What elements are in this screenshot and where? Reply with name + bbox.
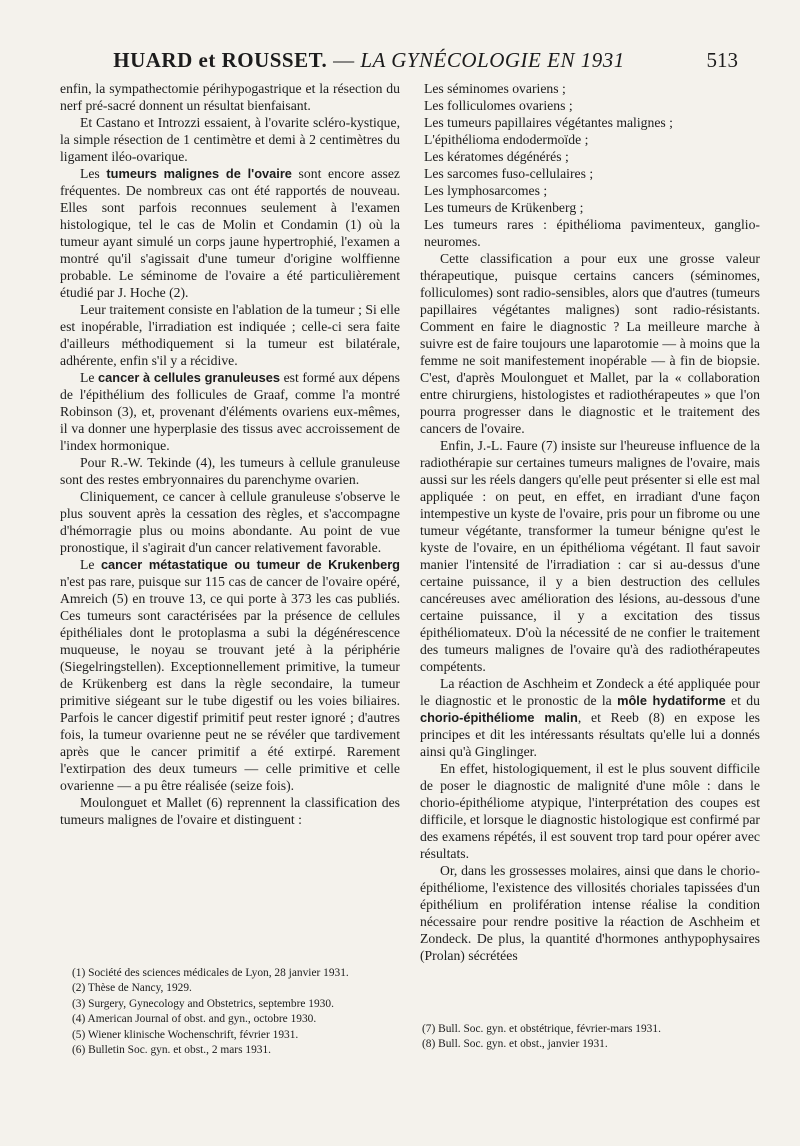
header-journal: LA GYNÉCOLOGIE EN 1931 <box>360 48 625 72</box>
running-header <box>60 48 738 78</box>
paragraph: La réaction de Aschheim et Zondeck a été appliquée pour le diagnostic et le pronostic de la môle hydatiforme et du chorio-épithéliome malin, et Reeb (8) en expose les principes et dit les intéressants résultats qu'elle lui a donnés ainsi qu'à Ginglinger. <box>420 676 761 759</box>
list-item: Les folliculomes ovariens ; <box>424 98 573 113</box>
list-item: Les lymphosarcomes ; <box>424 183 548 198</box>
list-item: Les tumeurs de Krükenberg ; <box>424 200 584 215</box>
paragraph: Et Castano et Introzzi essaient, à l'ovarite scléro-kystique, la simple résection de 1 centimètre et demi à 2 centimètres du ligament iléo-ovarique. <box>60 115 400 164</box>
footnote: (5) Wiener klinische Wochenschrift, février 1931. <box>72 1028 299 1041</box>
list-item: Les sarcomes fuso-cellulaires ; <box>424 166 594 181</box>
list-item: Les séminomes ovariens ; <box>424 81 566 96</box>
footnote: (3) Surgery, Gynecology and Obstetrics, septembre 1930. <box>72 997 334 1010</box>
paragraph: Le cancer à cellules granuleuses est formé aux dépens de l'épithélium des follicules de Graaf, comme l'a montré Robinson (3), et, provenant d'éléments ovariens eux-mêmes, il va donner une hyperplasie des tissus avec accroissement de l'index hormonique. <box>60 370 401 453</box>
header-authors: HUARD et ROUSSET. <box>113 48 328 72</box>
right-column <box>420 80 760 964</box>
paragraph: enfin, la sympathectomie périhypogastrique et la résection du nerf pré-sacré donnent un résultat bienfaisant. <box>60 81 400 113</box>
paragraph: Moulonguet et Mallet (6) reprennent la classification des tumeurs malignes de l'ovaire et distinguent : <box>60 795 400 827</box>
footnotes-left <box>72 966 412 1058</box>
footnote: (2) Thèse de Nancy, 1929. <box>72 982 192 995</box>
list-item: Les tumeurs papillaires végétantes malignes ; <box>424 115 673 130</box>
paragraph: En effet, histologiquement, il est le plus souvent difficile de poser le diagnostic de malignité d'une môle : dans le chorio-épithéliome atypique, l'interprétation des coupes est difficile, et lorsque le diagnostic histologique est confirmé par des examens répétés, il est souvent trop tard pour opérer avec résultats. <box>420 761 760 861</box>
paragraph: Leur traitement consiste en l'ablation de la tumeur ; Si elle est inopérable, l'irradiation est indiquée ; celle-ci sera faite d'ailleurs méthodiquement si la tumeur est bilatérale, adhérente, enfin s'il y a récidive. <box>60 302 400 368</box>
key-term: môle hydatiforme <box>617 693 726 708</box>
paragraph: Le cancer métastatique ou tumeur de Krukenberg n'est pas rare, puisque sur 115 cas de cancer de l'ovaire opéré, Amreich (5) en trouve 13, ce qui porte à 373 les cas publiés. Ces tumeurs sont caractérisées par la présence de cellules épithéliales dont le protoplasma a subi la dégénérescence muqueuse, le noyau se trouvant jeté à la périphérie (Siegelringstellen). Exceptionnellement primitive, la tumeur de Krükenberg est dans la règle secondaire, la tumeur primitive siégeant sur le tube digestif ou les voies biliaires. Parfois le cancer digestif primitif peut rester ignoré ; d'autres fois, la tumeur ovarienne peut ne se révéler que tardivement après que le cancer primitif a été extirpé. Rarement l'extirpation des deux tumeurs — celle primitive et celle ovarienne — a pu être réalisée (seize fois). <box>60 557 401 793</box>
paragraph: Or, dans les grossesses molaires, ainsi que dans le chorio-épithéliome, l'existence des villosités choriales tapissées d'un épithélium en prolifération intense réalise la condition nécessaire pour rendre positive la réaction de Aschheim et Zondeck. De plus, la quantité d'hormones anthypophysaires (Prolan) sécrétées <box>420 863 760 963</box>
list-item: L'épithélioma endodermoïde ; <box>424 132 589 147</box>
key-term: cancer à cellules granuleuses <box>98 370 280 385</box>
page-number: 513 <box>706 48 738 72</box>
paragraph: Pour R.-W. Tekinde (4), les tumeurs à cellule granuleuse sont des restes embryonnaires du parenchyme ovarien. <box>60 455 400 487</box>
footnote: (1) Société des sciences médicales de Lyon, 28 janvier 1931. <box>72 967 349 979</box>
paragraph: Cliniquement, ce cancer à cellule granuleuse s'observe le plus souvent après la cessation des règles, et s'accompagne d'hémorragie plus ou moins abondante. Au point de vue pronostique, il s'agirait d'un cancer relativement favorable. <box>60 489 400 555</box>
list-item: Les tumeurs rares : épithélioma pavimenteux, ganglio-neuromes. <box>424 217 760 249</box>
list-item: Les kératomes dégénérés ; <box>424 149 569 164</box>
footnotes-right <box>422 1022 762 1053</box>
key-term: tumeurs malignes de l'ovaire <box>106 166 292 181</box>
footnote: (4) American Journal of obst. and gyn., octobre 1930. <box>72 1013 317 1026</box>
footnote: (7) Bull. Soc. gyn. et obstétrique, février-mars 1931. <box>422 1023 661 1035</box>
paragraph: Enfin, J.-L. Faure (7) insiste sur l'heureuse influence de la radiothérapie sur certaines tumeurs malignes de l'ovaire, mais aussi sur les réels dangers qu'elle peut présenter si elle est mal appliquée : on peut, en effet, en irradiant d'une façon intempestive un kyste de l'ovaire, pris pour un fibrome ou une tumeur végétante, transformer la tumeur bénigne qu'est le kyste de l'ovaire, en un épithélioma végétant. Il faut savoir manier l'intensité de l'irradiation : car si au-dessus d'une certaine puissance, il y a bien destruction des cellules cancéreuses avec amélioration des lésions, au-dessous d'une certaine puissance, il y a excitation des tissus épithéliomateux. D'où la nécessité de ne confier le traitement des tumeurs malignes de l'ovaire qu'à des radiothérapeutes compétents. <box>420 438 760 674</box>
key-term: chorio-épithéliome malin <box>420 710 578 725</box>
footnote: (8) Bull. Soc. gyn. et obst., janvier 1931. <box>422 1038 608 1051</box>
left-column <box>60 80 400 828</box>
paragraph: Les tumeurs malignes de l'ovaire sont encore assez fréquentes. De nombreux cas ont été rapportés de nouveau. Elles sont parfois reconnues seulement à l'examen histologique, tel le cas de Molin et Condamin (1) où la tumeur ayant simulé un corps jaune hypertrophié, l'examen a montré qu'il s'agissait d'une tumeur d'origine wolffienne probable. Le séminome de l'ovaire a été particulièrement étudié par J. Hoche (2). <box>60 166 400 300</box>
paragraph: Cette classification a pour eux une grosse valeur thérapeutique, puisque certains cancers (séminomes, folliculomes) sont radio-sensibles, alors que d'autres (tumeurs papillaires végétantes malignes) sont radio-résistants. Comment en faire le diagnostic ? La meilleure marche à suivre est de faire toujours une laparotomie — à moins que la femme ne soit manifestement inopérable — à fin de biopsie. C'est, d'après Moulonguet et Mallet, par la « collaboration entre chirurgiens, histologistes et radiothérapeutes » que l'on pourra progresser dans le diagnostic et le traitement des cancers de l'ovaire. <box>420 251 760 436</box>
footnote: (6) Bulletin Soc. gyn. et obst., 2 mars 1931. <box>72 1044 272 1057</box>
key-term: cancer métastatique ou tumeur de Krukenberg <box>100 557 401 572</box>
header-dash: — <box>327 48 361 72</box>
running-title <box>60 48 678 73</box>
